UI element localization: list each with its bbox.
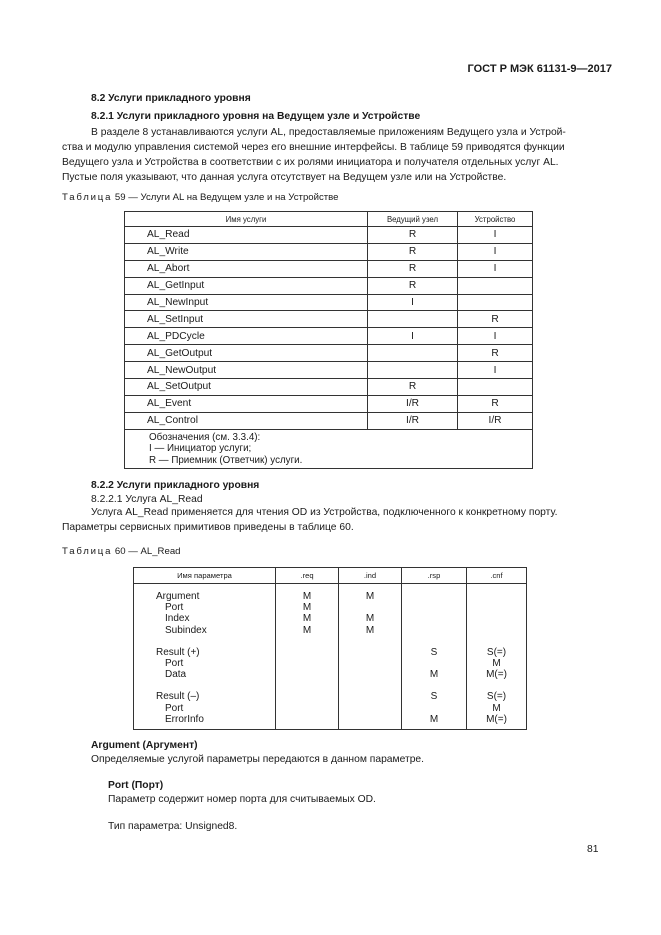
table-notes-row [125, 429, 533, 469]
text-line: ства и модулю управления системой через его внешние интерфейсы. В таблице 59 приводятся функции [62, 142, 565, 153]
param-value [339, 714, 401, 725]
param-value: M [365, 624, 375, 636]
group-spacer [339, 680, 401, 691]
table-row [125, 379, 533, 396]
param-value [339, 647, 401, 658]
caption-label: Таблица [62, 546, 113, 557]
param-name: Data [165, 669, 187, 681]
table-row [125, 260, 533, 277]
param-value: M [429, 713, 439, 725]
param-value [276, 703, 338, 714]
param-name: Argument [156, 591, 200, 602]
argument-title: Argument (Аргумент) [91, 740, 198, 751]
column-header: Имя услуги [125, 212, 368, 227]
table-59 [124, 211, 533, 469]
group-spacer [276, 636, 338, 647]
device-cell: I/R [458, 412, 533, 429]
param-value [467, 591, 526, 602]
param-value: M [492, 657, 501, 669]
service-name-cell: AL_SetOutput [125, 379, 368, 396]
device-cell: I [458, 243, 533, 260]
master-cell [368, 345, 458, 362]
service-name-cell: AL_Event [125, 395, 368, 412]
ind-cell [339, 584, 402, 730]
master-cell [368, 362, 458, 379]
group-spacer [339, 636, 401, 647]
section-8-2-2-title: 8.2.2 Услуги прикладного уровня [91, 480, 260, 491]
device-cell [458, 379, 533, 396]
group-spacer [134, 680, 275, 691]
service-name-cell: AL_NewOutput [125, 362, 368, 379]
group-spacer [276, 680, 338, 691]
device-cell: I [458, 260, 533, 277]
param-value [339, 602, 401, 613]
column-header: Ведущий узел [368, 212, 458, 227]
param-value [276, 647, 338, 658]
param-name: Port [165, 602, 184, 614]
note-line: Обозначения (см. 3.3.4): [149, 431, 261, 443]
param-value [402, 658, 466, 669]
table-row [125, 277, 533, 294]
device-cell: I [458, 227, 533, 244]
note-line: I — Инициатор услуги; [149, 443, 252, 455]
device-cell: R [458, 395, 533, 412]
page-number: 81 [587, 844, 599, 855]
param-value: S(=) [486, 646, 507, 658]
param-name: Index [165, 613, 190, 625]
table-row [125, 362, 533, 379]
port-type: Тип параметра: Unsigned8. [108, 821, 238, 832]
param-value: M [302, 624, 312, 636]
service-name-cell: AL_Abort [125, 260, 368, 277]
param-value: M [429, 669, 439, 681]
master-cell: R [368, 243, 458, 260]
text-line: Ведущего узла и Устройства в соответствии с их ролями инициатора и получателя отдельных услуг AL. [62, 157, 559, 168]
param-value: M [365, 591, 375, 602]
param-value: S [430, 646, 438, 658]
param-value [276, 714, 338, 725]
param-value [276, 691, 338, 702]
master-cell: R [368, 227, 458, 244]
service-name-cell: AL_SetInput [125, 311, 368, 328]
table-row [125, 227, 533, 244]
param-value [467, 602, 526, 613]
master-cell: I/R [368, 412, 458, 429]
param-value: S [430, 691, 438, 703]
column-header: .rsp [402, 568, 467, 584]
rsp-cell [402, 584, 467, 730]
table-header-row [134, 568, 527, 584]
table-row [125, 328, 533, 345]
column-header: .cnf [467, 568, 527, 584]
param-value: M [492, 702, 501, 714]
param-value [276, 669, 338, 680]
param-value [467, 625, 526, 636]
param-value [339, 658, 401, 669]
service-name-cell: AL_Write [125, 243, 368, 260]
device-cell: R [458, 311, 533, 328]
device-cell: R [458, 345, 533, 362]
device-cell: I [458, 362, 533, 379]
caption-text: 59 — Услуги AL на Ведущем узле и на Устройстве [114, 192, 339, 203]
master-cell: R [368, 379, 458, 396]
text-line: Услуга AL_Read применяется для чтения OD из Устройства, подключенного к конкретному порту. [91, 507, 558, 518]
table-59-caption [62, 192, 339, 203]
param-value: M [302, 613, 312, 625]
service-name-cell: AL_GetOutput [125, 345, 368, 362]
table-row [134, 584, 527, 730]
table-row [125, 311, 533, 328]
port-text: Параметр содержит номер порта для считываемых OD. [108, 794, 376, 805]
device-cell: I [458, 328, 533, 345]
param-name: ErrorInfo [165, 713, 204, 725]
param-name-cell [134, 584, 276, 730]
master-cell: I [368, 294, 458, 311]
param-value [402, 613, 466, 624]
param-value [276, 658, 338, 669]
param-value: M [302, 602, 312, 614]
document-header: ГОСТ Р МЭК 61131-9—2017 [467, 63, 612, 75]
table-row [125, 412, 533, 429]
param-value: M [365, 613, 375, 625]
table-header-row [125, 212, 533, 227]
param-value [402, 602, 466, 613]
param-name: Subindex [165, 624, 207, 636]
column-header: .ind [339, 568, 402, 584]
param-name: Result (+) [156, 646, 200, 658]
param-value: M(=) [486, 713, 507, 725]
column-header: Устройство [458, 212, 533, 227]
master-cell: I [368, 328, 458, 345]
req-cell [276, 584, 339, 730]
section-8-2-2-1-title: 8.2.2.1 Услуга AL_Read [91, 494, 203, 505]
table-row [125, 294, 533, 311]
table-row [125, 345, 533, 362]
caption-text: 60 — AL_Read [114, 546, 181, 557]
note-line: R — Приемник (Ответчик) услуги. [149, 454, 303, 466]
section-8-2-2-1-text [62, 505, 602, 535]
param-value: M(=) [486, 669, 507, 681]
table-60-caption [62, 546, 181, 557]
table-row [125, 243, 533, 260]
master-cell: R [368, 277, 458, 294]
group-spacer [467, 680, 526, 691]
param-name: Result (–) [156, 691, 200, 703]
column-header: Имя параметра [134, 568, 276, 584]
table-row [125, 395, 533, 412]
master-cell: I/R [368, 395, 458, 412]
column-header: .req [276, 568, 339, 584]
section-8-2-title: 8.2 Услуги прикладного уровня [91, 93, 251, 104]
service-name-cell: AL_Control [125, 412, 368, 429]
group-spacer [402, 680, 466, 691]
group-spacer [134, 636, 275, 647]
section-8-2-1-title: 8.2.1 Услуги прикладного уровня на Ведущем узле и Устройстве [91, 111, 421, 122]
service-name-cell: AL_NewInput [125, 294, 368, 311]
service-name-cell: AL_PDCycle [125, 328, 368, 345]
param-name: Port [165, 658, 184, 670]
cnf-cell [467, 584, 527, 730]
group-spacer [467, 636, 526, 647]
table-notes [125, 429, 533, 469]
service-name-cell: AL_Read [125, 227, 368, 244]
param-name: Port [165, 702, 184, 714]
text-line: В разделе 8 устанавливаются услуги AL, предоставляемые приложениям Ведущего узла и Устрой- [91, 127, 566, 138]
device-cell [458, 294, 533, 311]
param-value [402, 591, 466, 602]
param-value: S(=) [486, 691, 507, 703]
param-value: M [302, 591, 312, 602]
master-cell: R [368, 260, 458, 277]
service-name-cell: AL_GetInput [125, 277, 368, 294]
caption-label: Таблица [62, 192, 113, 203]
master-cell [368, 311, 458, 328]
argument-text: Определяемые услугой параметры передаются в данном параметре. [91, 754, 425, 765]
text-line: Пустые поля указывают, что данная услуга отсутствует на Ведущем узле или на Устройстве. [62, 172, 507, 183]
param-value [339, 703, 401, 714]
param-value [467, 613, 526, 624]
param-value [339, 691, 401, 702]
port-title: Port (Порт) [108, 780, 164, 791]
section-8-2-1-text [62, 125, 602, 185]
device-cell [458, 277, 533, 294]
table-59-body [125, 227, 533, 430]
text-line: Параметры сервисных примитивов приведены в таблице 60. [62, 522, 354, 533]
param-value [402, 703, 466, 714]
param-value [402, 625, 466, 636]
group-spacer [402, 636, 466, 647]
param-value [339, 669, 401, 680]
table-60 [133, 567, 527, 730]
